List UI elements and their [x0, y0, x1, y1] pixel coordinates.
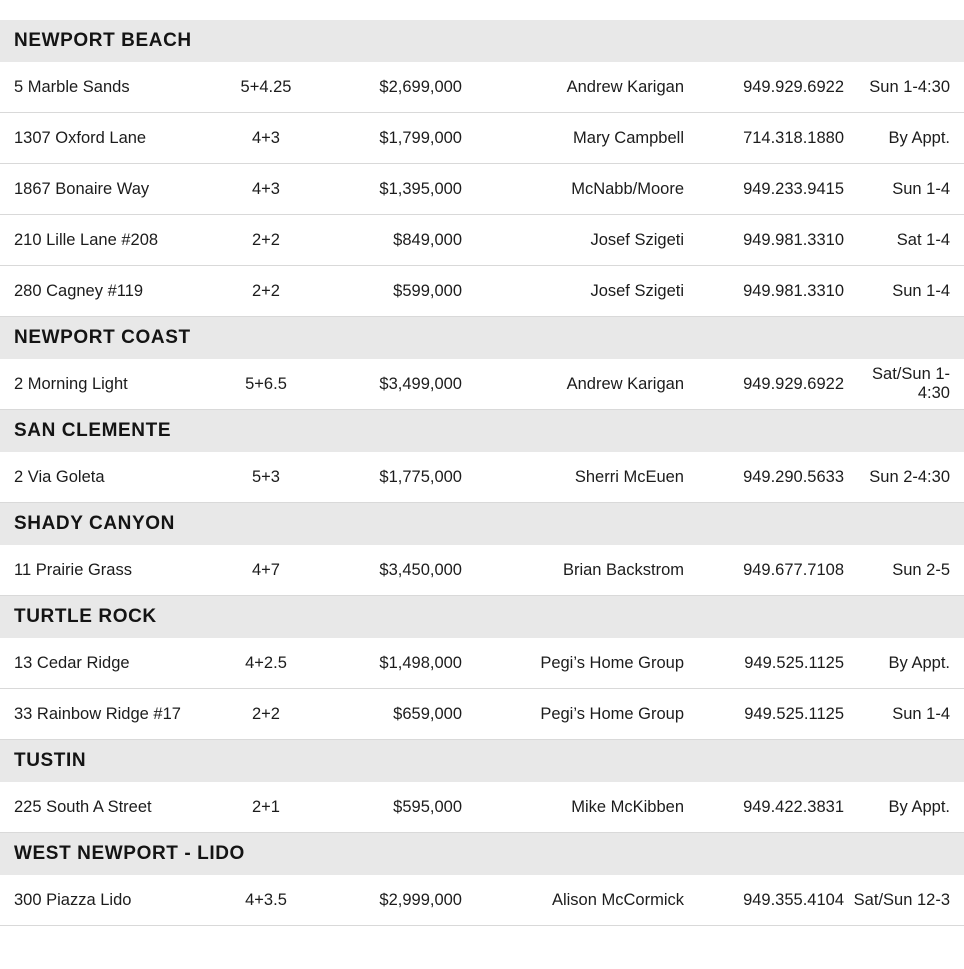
listing-open-house: Sun 1-4	[844, 266, 964, 317]
section-title: NEWPORT BEACH	[14, 30, 192, 51]
listing-price: $1,775,000	[320, 452, 462, 503]
listing-table	[0, 452, 964, 503]
listing-agent: Pegi’s Home Group	[462, 689, 684, 740]
listing-price: $1,799,000	[320, 113, 462, 164]
listing-address: 225 South A Street	[0, 782, 212, 833]
listing-open-house: Sun 1-4	[844, 164, 964, 215]
section-header	[0, 740, 964, 782]
table-row[interactable]	[0, 638, 964, 689]
table-row[interactable]	[0, 62, 964, 113]
section-title: NEWPORT COAST	[14, 327, 191, 348]
listing-beds-baths: 4+2.5	[212, 638, 320, 689]
table-row[interactable]	[0, 266, 964, 317]
table-row[interactable]	[0, 359, 964, 410]
listing-beds-baths: 4+3	[212, 164, 320, 215]
listing-agent: Mary Campbell	[462, 113, 684, 164]
listing-address: 33 Rainbow Ridge #17	[0, 689, 212, 740]
section-title: TUSTIN	[14, 750, 87, 771]
listing-beds-baths: 5+4.25	[212, 62, 320, 113]
listing-phone: 714.318.1880	[684, 113, 844, 164]
section-title: SAN CLEMENTE	[14, 420, 172, 441]
listing-beds-baths: 2+2	[212, 689, 320, 740]
listing-beds-baths: 4+3.5	[212, 875, 320, 926]
listing-address: 1307 Oxford Lane	[0, 113, 212, 164]
section-header	[0, 20, 964, 62]
listing-agent: Alison McCormick	[462, 875, 684, 926]
section-title: TURTLE ROCK	[14, 606, 157, 627]
listing-address: 13 Cedar Ridge	[0, 638, 212, 689]
listing-address: 280 Cagney #119	[0, 266, 212, 317]
listing-table	[0, 782, 964, 833]
listing-beds-baths: 2+2	[212, 266, 320, 317]
listing-open-house: Sat/Sun 1-4:30	[844, 359, 964, 410]
listing-open-house: Sun 1-4:30	[844, 62, 964, 113]
section-title: WEST NEWPORT - LIDO	[14, 843, 245, 864]
listing-phone: 949.233.9415	[684, 164, 844, 215]
listing-open-house: Sun 1-4	[844, 689, 964, 740]
listing-price: $659,000	[320, 689, 462, 740]
section-block	[0, 740, 964, 833]
listing-phone: 949.981.3310	[684, 266, 844, 317]
listing-open-house: By Appt.	[844, 113, 964, 164]
listing-beds-baths: 2+1	[212, 782, 320, 833]
listing-agent: Josef Szigeti	[462, 266, 684, 317]
listing-open-house: Sun 2-5	[844, 545, 964, 596]
listing-phone: 949.929.6922	[684, 62, 844, 113]
section-header	[0, 833, 964, 875]
listing-price: $3,499,000	[320, 359, 462, 410]
table-row[interactable]	[0, 689, 964, 740]
table-row[interactable]	[0, 545, 964, 596]
listing-agent: Andrew Karigan	[462, 62, 684, 113]
listing-price: $3,450,000	[320, 545, 462, 596]
section-header	[0, 596, 964, 638]
listing-beds-baths: 5+3	[212, 452, 320, 503]
table-row[interactable]	[0, 215, 964, 266]
listing-phone: 949.981.3310	[684, 215, 844, 266]
section-block	[0, 503, 964, 596]
listing-table	[0, 875, 964, 926]
listing-phone: 949.677.7108	[684, 545, 844, 596]
listing-address: 5 Marble Sands	[0, 62, 212, 113]
table-row[interactable]	[0, 782, 964, 833]
listing-agent: Pegi’s Home Group	[462, 638, 684, 689]
listing-address: 1867 Bonaire Way	[0, 164, 212, 215]
section-block	[0, 20, 964, 317]
listing-agent: Josef Szigeti	[462, 215, 684, 266]
listing-beds-baths: 2+2	[212, 215, 320, 266]
section-header	[0, 410, 964, 452]
section-block	[0, 410, 964, 503]
listing-agent: Mike McKibben	[462, 782, 684, 833]
listing-price: $1,498,000	[320, 638, 462, 689]
table-row[interactable]	[0, 452, 964, 503]
listing-price: $1,395,000	[320, 164, 462, 215]
listing-open-house: By Appt.	[844, 782, 964, 833]
listing-agent: Andrew Karigan	[462, 359, 684, 410]
listing-price: $2,699,000	[320, 62, 462, 113]
listing-address: 210 Lille Lane #208	[0, 215, 212, 266]
section-block	[0, 317, 964, 410]
listing-address: 11 Prairie Grass	[0, 545, 212, 596]
sections-container	[0, 20, 964, 926]
section-header	[0, 503, 964, 545]
listing-price: $2,999,000	[320, 875, 462, 926]
section-title: SHADY CANYON	[14, 513, 175, 534]
listing-price: $595,000	[320, 782, 462, 833]
section-block	[0, 833, 964, 926]
listing-phone: 949.525.1125	[684, 689, 844, 740]
listing-phone: 949.290.5633	[684, 452, 844, 503]
listing-phone: 949.355.4104	[684, 875, 844, 926]
listing-table	[0, 638, 964, 740]
table-row[interactable]	[0, 875, 964, 926]
listing-phone: 949.525.1125	[684, 638, 844, 689]
listing-beds-baths: 5+6.5	[212, 359, 320, 410]
table-row[interactable]	[0, 164, 964, 215]
section-block	[0, 596, 964, 740]
listing-table	[0, 359, 964, 410]
listing-beds-baths: 4+3	[212, 113, 320, 164]
listing-phone: 949.929.6922	[684, 359, 844, 410]
listing-price: $599,000	[320, 266, 462, 317]
listing-open-house: Sun 2-4:30	[844, 452, 964, 503]
listing-open-house: By Appt.	[844, 638, 964, 689]
listing-address: 300 Piazza Lido	[0, 875, 212, 926]
section-header	[0, 317, 964, 359]
listing-phone: 949.422.3831	[684, 782, 844, 833]
listing-price: $849,000	[320, 215, 462, 266]
listing-table	[0, 545, 964, 596]
listing-table	[0, 62, 964, 317]
listing-address: 2 Via Goleta	[0, 452, 212, 503]
top-spacer	[0, 0, 964, 20]
listing-beds-baths: 4+7	[212, 545, 320, 596]
listing-agent: Sherri McEuen	[462, 452, 684, 503]
listing-agent: McNabb/Moore	[462, 164, 684, 215]
listing-agent: Brian Backstrom	[462, 545, 684, 596]
listing-open-house: Sat 1-4	[844, 215, 964, 266]
table-row[interactable]	[0, 113, 964, 164]
listing-open-house: Sat/Sun 12-3	[844, 875, 964, 926]
listing-address: 2 Morning Light	[0, 359, 212, 410]
